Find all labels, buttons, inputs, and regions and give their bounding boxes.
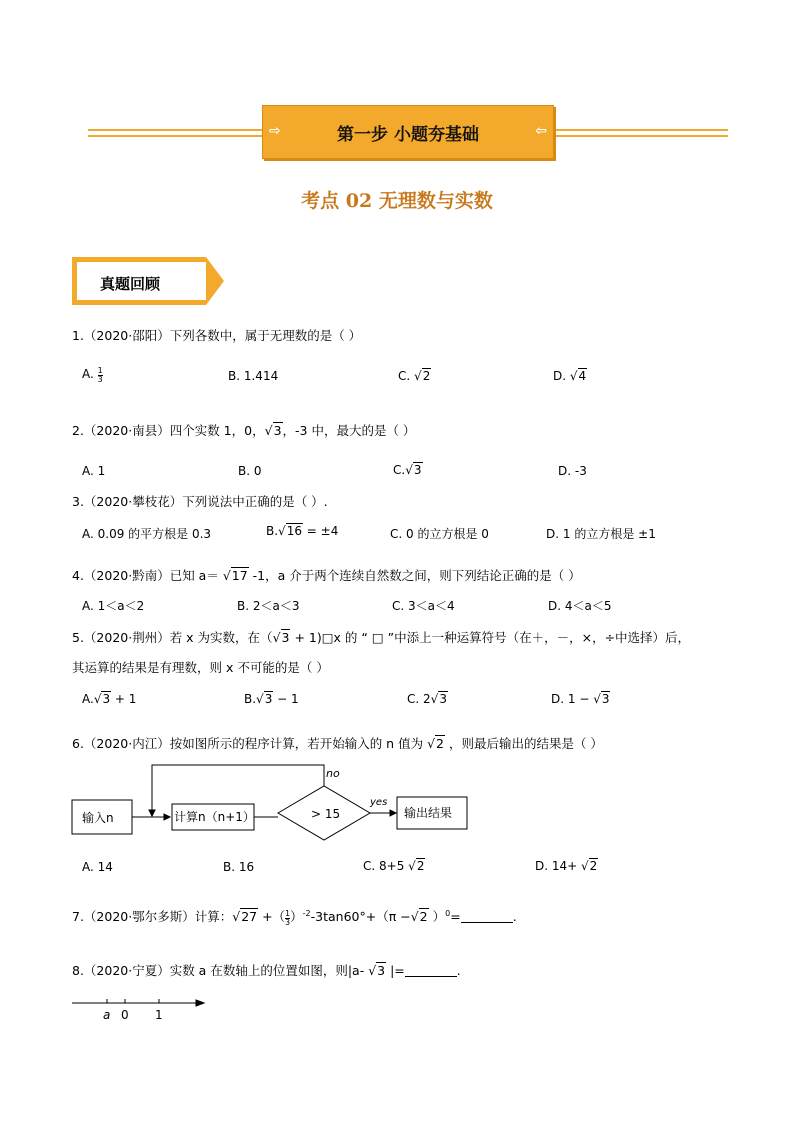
q6-option-a: A. 14 <box>82 860 113 874</box>
question-5: 5.（2020·荆州）若 x 为实数，在（√3 + 1)□x 的 “ □ ”中添上一种运算符号（在＋，－，×，÷中选择）后， <box>72 630 691 645</box>
q6-option-b: B. 16 <box>223 860 255 874</box>
q2-option-a: A. 1 <box>82 464 106 478</box>
q5-option-d: D. 1 − √3 <box>551 692 610 706</box>
flow-decision-label: > 15 <box>311 807 341 821</box>
q5-option-c: C. 2√3 <box>407 692 447 706</box>
q5-option-a: A.√3 + 1 <box>82 692 137 706</box>
q2-option-c: C.√3 <box>393 463 422 477</box>
q2-option-b: B. 0 <box>238 464 262 478</box>
answer-blank-7[interactable] <box>461 910 513 923</box>
q4-option-a: A. 1＜a＜2 <box>82 599 145 613</box>
right-arrow-icon: ⇨ <box>269 123 281 139</box>
q3-option-b: B.√16 = ±4 <box>266 524 339 538</box>
q4-option-b: B. 2＜a＜3 <box>237 599 300 613</box>
flow-output-label: 输出结果 <box>404 806 453 820</box>
q1-option-d: D. √4 <box>553 369 587 383</box>
number-line-label-0: 0 <box>121 1008 129 1022</box>
number-line-label-1: 1 <box>155 1008 163 1022</box>
q4-option-c: C. 3＜a＜4 <box>392 599 455 613</box>
question-1: 1.（2020·邵阳）下列各数中，属于无理数的是（ ） <box>72 328 362 343</box>
q1-option-b: B. 1.414 <box>228 369 279 383</box>
flow-yes-label: yes <box>370 797 388 808</box>
question-6: 6.（2020·内江）按如图所示的程序计算，若开始输入的 n 值为 √2 ，则最后输出的结果是（ ） <box>72 736 603 751</box>
question-7: 7.（2020·鄂尔多斯）计算：√27 +（ $\frac{1}{3}$ ）$^{-2}$-3tan60°+（π −√2 ）$^0$= . <box>72 908 517 927</box>
q2-option-d: D. -3 <box>558 464 587 478</box>
answer-blank-8[interactable] <box>405 964 457 977</box>
question-3: 3.（2020·攀枝花）下列说法中正确的是（ ）. <box>72 494 328 509</box>
q3-option-a: A. 0.09 的平方根是 0.3 <box>82 527 212 541</box>
q1-option-a: A. $\frac{1}{3}$ <box>82 366 103 384</box>
topic-title: 考点 02 无理数与实数 <box>301 190 493 212</box>
q6-option-d: D. 14+ √2 <box>535 859 598 873</box>
q6-option-c: C. 8+5 √2 <box>363 859 425 873</box>
section-tag-label: 真题回顾 <box>100 275 161 293</box>
left-arrow-icon: ⇦ <box>535 123 547 139</box>
q1-option-c: C. √2 <box>398 369 431 383</box>
q4-option-d: D. 4＜a＜5 <box>548 599 612 613</box>
flow-compute-label: 计算n（n+1） <box>174 810 255 824</box>
question-4: 4.（2020·黔南）已知 a＝ √17 -1，a 介于两个连续自然数之间，则下列结论正确的是（ ） <box>72 568 581 583</box>
question-2: 2.（2020·南县）四个实数 1，0，√3，-3 中，最大的是（ ） <box>72 423 416 438</box>
number-line <box>72 999 204 1006</box>
number-line-label-a: a <box>103 1008 111 1022</box>
q3-option-c: C. 0 的立方根是 0 <box>390 527 489 541</box>
question-8: 8.（2020·宁夏）实数 a 在数轴上的位置如图，则|a- √3 |= . <box>72 963 461 978</box>
flow-no-label: no <box>326 767 340 780</box>
banner-title: 第一步 小题夯基础 <box>337 125 479 145</box>
flow-input-label: 输入n <box>82 811 114 825</box>
q3-option-d: D. 1 的立方根是 ±1 <box>546 527 656 541</box>
q5-option-b: B.√3 − 1 <box>244 692 299 706</box>
question-5-line-2: 其运算的结果是有理数，则 x 不可能的是（ ） <box>72 660 329 675</box>
